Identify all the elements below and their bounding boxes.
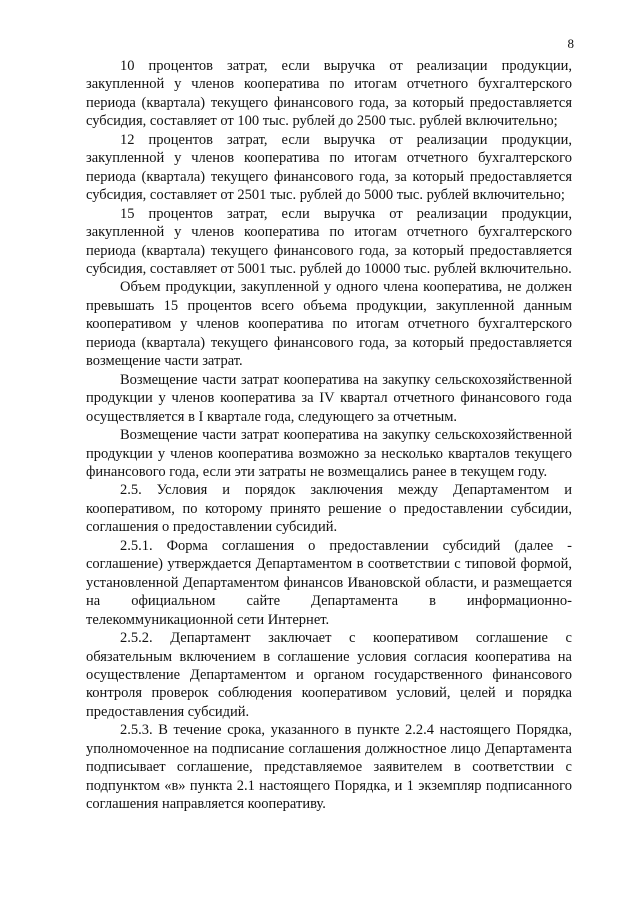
paragraph-section-2-5-1: 2.5.1. Форма соглашения о предоставлении субсидий (далее - соглашение) утверждается Департаментом в соответствии с типовой формой, установленной Департаментом финансов Ивановской области, и размещается на официальном сайте Департамента в информационно-телекоммуникационной сети Интернет. <box>86 537 572 628</box>
page-number: 8 <box>567 36 574 51</box>
paragraph-multi-quarter-reimbursement: Возмещение части затрат кооператива на закупку сельскохозяйственной продукции у членов кооператива возможно за несколько кварталов текущего финансового года, если эти затраты не возмещались ранее в текущем году. <box>86 427 572 480</box>
paragraph-section-2-5: 2.5. Условия и порядок заключения между Департаментом и кооперативом, по которому принято решение о предоставлении субсидии, соглашения о предоставлении субсидий. <box>86 482 572 536</box>
document-body <box>86 57 572 814</box>
paragraph-q4-reimbursement: Возмещение части затрат кооператива на закупку сельскохозяйственной продукции у членов кооператива за IV квартал отчетного финансового года осуществляется в I квартале года, следующего за отчетным. <box>86 371 572 425</box>
paragraph-10-percent: 10 процентов затрат, если выручка от реализации продукции, закупленной у членов кооператива по итогам отчетного бухгалтерского периода (квартала) текущего финансового года, за который предоставляется субсидия, составляет от 100 тыс. рублей до 2500 тыс. рублей включительно; <box>86 58 572 130</box>
paragraph-section-2-5-2: 2.5.2. Департамент заключает с кооперативом соглашение с обязательным включением в соглашение условия согласия кооператива на осуществление Департаментом и органом государственного финансового контроля проверок соблюдения кооперативом условий, целей и порядка предоставления субсидий. <box>86 630 572 720</box>
paragraph-section-2-5-3: 2.5.3. В течение срока, указанного в пункте 2.2.4 настоящего Порядка, уполномоченное на подписание соглашения должностное лицо Департамента подписывает соглашение, представляемое заявителем в соответствии с подпунктом «в» пункта 2.1 настоящего Порядка, и 1 экземпляр подписанного соглашения направляется кооперативу. <box>86 722 572 813</box>
paragraph-15-percent: 15 процентов затрат, если выручка от реализации продукции, закупленной у членов кооператива по итогам отчетного бухгалтерского периода (квартала) текущего финансового года, за который предоставляется субсидия, составляет от 5001 тыс. рублей до 10000 тыс. рублей включительно. <box>86 205 572 277</box>
paragraph-purchase-volume: Объем продукции, закупленной у одного члена кооператива, не должен превышать 15 процентов всего объема продукции, закупленной данным кооперативом у членов кооператива по итогам отчетного бухгалтерского периода (квартала) текущего финансового года, за который предоставляется возмещение части затрат. <box>86 279 572 370</box>
paragraph-12-percent: 12 процентов затрат, если выручка от реализации продукции, закупленной у членов кооператива по итогам отчетного бухгалтерского периода (квартала) текущего финансового года, за который предоставляется субсидия, составляет от 2501 тыс. рублей до 5000 тыс. рублей включительно; <box>86 131 572 204</box>
